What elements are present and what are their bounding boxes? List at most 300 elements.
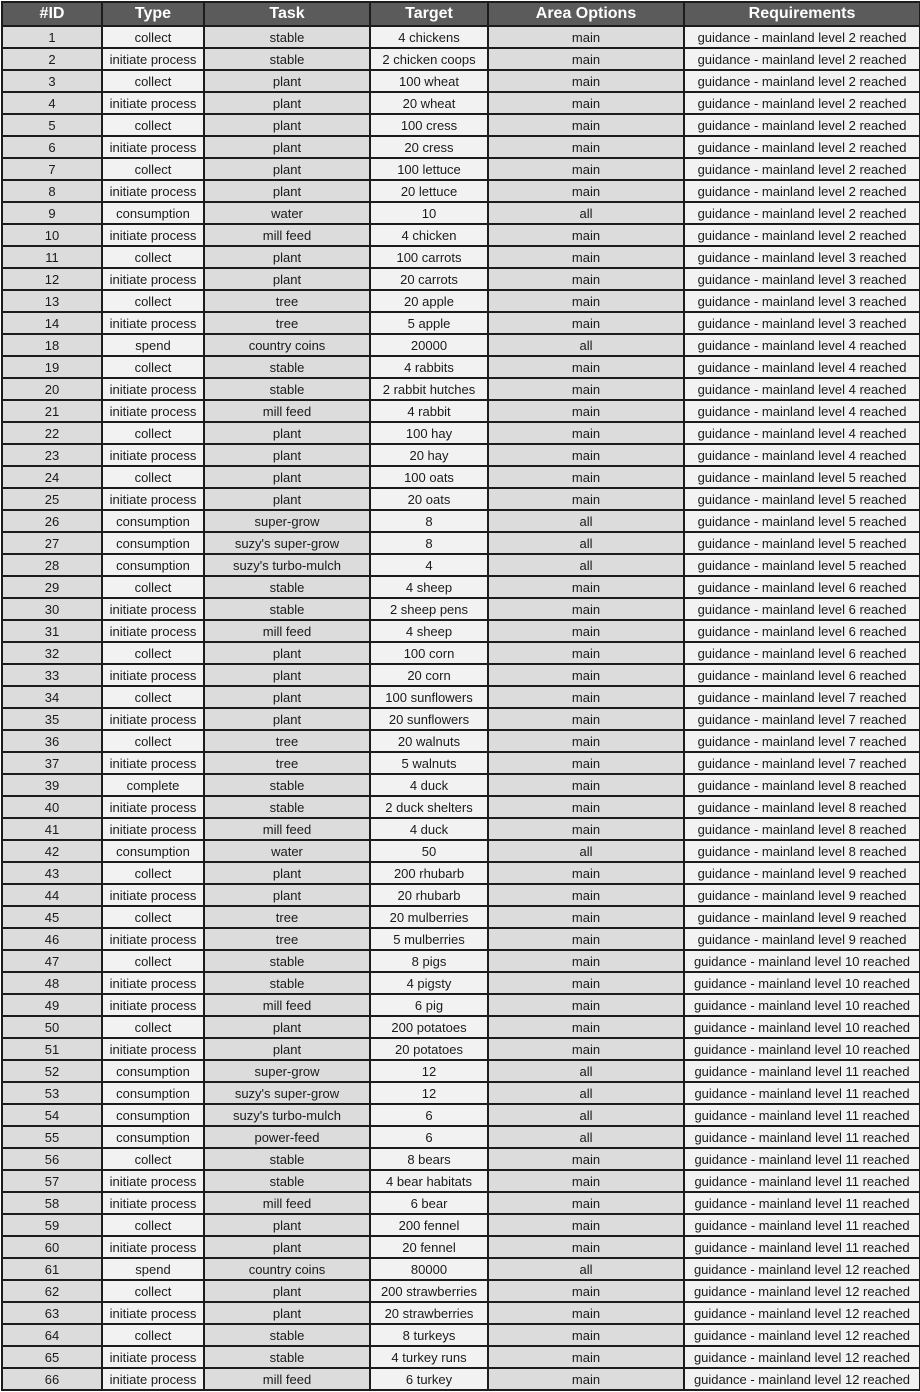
cell-task: plant <box>204 884 370 906</box>
cell-requirements: guidance - mainland level 4 reached <box>684 356 920 378</box>
cell-requirements: guidance - mainland level 11 reached <box>684 1192 920 1214</box>
cell-type: initiate process <box>102 972 204 994</box>
cell-area-options: all <box>488 334 684 356</box>
cell-target: 4 rabbits <box>370 356 488 378</box>
cell-id: 4 <box>2 92 102 114</box>
cell-type: collect <box>102 466 204 488</box>
cell-target: 5 mulberries <box>370 928 488 950</box>
cell-requirements: guidance - mainland level 12 reached <box>684 1258 920 1280</box>
cell-area-options: main <box>488 598 684 620</box>
cell-target: 20 corn <box>370 664 488 686</box>
cell-id: 54 <box>2 1104 102 1126</box>
cell-requirements: guidance - mainland level 10 reached <box>684 950 920 972</box>
table-row <box>2 1104 920 1126</box>
cell-requirements: guidance - mainland level 2 reached <box>684 202 920 224</box>
cell-target: 4 duck <box>370 774 488 796</box>
table-row <box>2 400 920 422</box>
cell-area-options: main <box>488 620 684 642</box>
cell-requirements: guidance - mainland level 11 reached <box>684 1148 920 1170</box>
cell-area-options: main <box>488 1016 684 1038</box>
cell-task: stable <box>204 972 370 994</box>
cell-type: collect <box>102 114 204 136</box>
cell-area-options: all <box>488 510 684 532</box>
cell-area-options: all <box>488 840 684 862</box>
table-row <box>2 620 920 642</box>
cell-requirements: guidance - mainland level 11 reached <box>684 1060 920 1082</box>
cell-requirements: guidance - mainland level 9 reached <box>684 862 920 884</box>
cell-id: 5 <box>2 114 102 136</box>
cell-requirements: guidance - mainland level 7 reached <box>684 708 920 730</box>
cell-area-options: main <box>488 422 684 444</box>
cell-requirements: guidance - mainland level 5 reached <box>684 488 920 510</box>
cell-requirements: guidance - mainland level 2 reached <box>684 70 920 92</box>
table-row <box>2 1280 920 1302</box>
cell-id: 23 <box>2 444 102 466</box>
cell-id: 27 <box>2 532 102 554</box>
table-row <box>2 840 920 862</box>
cell-id: 65 <box>2 1346 102 1368</box>
cell-type: consumption <box>102 1060 204 1082</box>
table-row <box>2 246 920 268</box>
cell-type: initiate process <box>102 312 204 334</box>
table-row <box>2 686 920 708</box>
table-row <box>2 378 920 400</box>
cell-target: 6 <box>370 1126 488 1148</box>
cell-id: 52 <box>2 1060 102 1082</box>
cell-requirements: guidance - mainland level 10 reached <box>684 1038 920 1060</box>
cell-requirements: guidance - mainland level 11 reached <box>684 1236 920 1258</box>
cell-target: 100 wheat <box>370 70 488 92</box>
cell-target: 20 wheat <box>370 92 488 114</box>
table-row <box>2 1038 920 1060</box>
cell-area-options: main <box>488 312 684 334</box>
cell-type: collect <box>102 1016 204 1038</box>
table-row <box>2 1082 920 1104</box>
cell-type: initiate process <box>102 1192 204 1214</box>
cell-task: mill feed <box>204 1368 370 1390</box>
cell-type: collect <box>102 70 204 92</box>
table-row <box>2 1170 920 1192</box>
cell-requirements: guidance - mainland level 2 reached <box>684 92 920 114</box>
cell-type: collect <box>102 1214 204 1236</box>
cell-type: complete <box>102 774 204 796</box>
cell-id: 62 <box>2 1280 102 1302</box>
cell-area-options: main <box>488 1346 684 1368</box>
cell-task: power-feed <box>204 1126 370 1148</box>
table-row <box>2 312 920 334</box>
cell-area-options: main <box>488 378 684 400</box>
cell-id: 57 <box>2 1170 102 1192</box>
cell-target: 12 <box>370 1060 488 1082</box>
cell-id: 10 <box>2 224 102 246</box>
cell-task: plant <box>204 1280 370 1302</box>
cell-id: 44 <box>2 884 102 906</box>
cell-type: initiate process <box>102 1236 204 1258</box>
cell-area-options: main <box>488 488 684 510</box>
cell-requirements: guidance - mainland level 4 reached <box>684 378 920 400</box>
cell-task: plant <box>204 180 370 202</box>
cell-task: suzy's super-grow <box>204 1082 370 1104</box>
cell-requirements: guidance - mainland level 4 reached <box>684 334 920 356</box>
table-row <box>2 510 920 532</box>
cell-task: plant <box>204 1016 370 1038</box>
table-row <box>2 576 920 598</box>
cell-area-options: main <box>488 1324 684 1346</box>
cell-task: plant <box>204 1214 370 1236</box>
cell-area-options: main <box>488 26 684 48</box>
cell-target: 4 turkey runs <box>370 1346 488 1368</box>
cell-task: country coins <box>204 1258 370 1280</box>
cell-target: 12 <box>370 1082 488 1104</box>
cell-area-options: main <box>488 664 684 686</box>
cell-requirements: guidance - mainland level 7 reached <box>684 686 920 708</box>
table-row <box>2 26 920 48</box>
cell-area-options: main <box>488 1170 684 1192</box>
cell-id: 32 <box>2 642 102 664</box>
cell-area-options: main <box>488 92 684 114</box>
cell-task: plant <box>204 686 370 708</box>
cell-target: 4 chicken <box>370 224 488 246</box>
cell-type: initiate process <box>102 884 204 906</box>
cell-type: initiate process <box>102 92 204 114</box>
cell-requirements: guidance - mainland level 2 reached <box>684 158 920 180</box>
cell-type: collect <box>102 356 204 378</box>
cell-area-options: main <box>488 928 684 950</box>
cell-task: tree <box>204 730 370 752</box>
cell-area-options: main <box>488 356 684 378</box>
cell-area-options: main <box>488 818 684 840</box>
cell-id: 18 <box>2 334 102 356</box>
table-row <box>2 862 920 884</box>
cell-type: consumption <box>102 510 204 532</box>
cell-id: 49 <box>2 994 102 1016</box>
cell-area-options: main <box>488 180 684 202</box>
cell-target: 200 strawberries <box>370 1280 488 1302</box>
cell-area-options: main <box>488 158 684 180</box>
cell-area-options: main <box>488 224 684 246</box>
header-area-options: Area Options <box>488 2 684 26</box>
cell-task: water <box>204 202 370 224</box>
cell-requirements: guidance - mainland level 11 reached <box>684 1082 920 1104</box>
cell-area-options: main <box>488 444 684 466</box>
cell-task: stable <box>204 796 370 818</box>
cell-type: initiate process <box>102 620 204 642</box>
cell-task: tree <box>204 928 370 950</box>
cell-task: stable <box>204 1170 370 1192</box>
table-row <box>2 1324 920 1346</box>
cell-id: 40 <box>2 796 102 818</box>
table-row <box>2 730 920 752</box>
cell-target: 100 carrots <box>370 246 488 268</box>
cell-task: plant <box>204 1236 370 1258</box>
cell-id: 34 <box>2 686 102 708</box>
cell-type: collect <box>102 906 204 928</box>
cell-target: 6 pig <box>370 994 488 1016</box>
cell-requirements: guidance - mainland level 3 reached <box>684 290 920 312</box>
table-row <box>2 356 920 378</box>
cell-target: 100 lettuce <box>370 158 488 180</box>
table-row <box>2 268 920 290</box>
cell-area-options: main <box>488 884 684 906</box>
cell-id: 60 <box>2 1236 102 1258</box>
cell-requirements: guidance - mainland level 3 reached <box>684 268 920 290</box>
cell-area-options: main <box>488 136 684 158</box>
cell-id: 6 <box>2 136 102 158</box>
cell-type: initiate process <box>102 180 204 202</box>
cell-task: tree <box>204 290 370 312</box>
cell-type: initiate process <box>102 1170 204 1192</box>
cell-type: collect <box>102 642 204 664</box>
cell-target: 20 sunflowers <box>370 708 488 730</box>
cell-type: initiate process <box>102 1368 204 1390</box>
cell-type: initiate process <box>102 268 204 290</box>
cell-requirements: guidance - mainland level 10 reached <box>684 972 920 994</box>
table-row <box>2 884 920 906</box>
cell-target: 100 oats <box>370 466 488 488</box>
cell-id: 3 <box>2 70 102 92</box>
cell-id: 39 <box>2 774 102 796</box>
cell-task: mill feed <box>204 224 370 246</box>
cell-id: 11 <box>2 246 102 268</box>
cell-type: initiate process <box>102 664 204 686</box>
table-row <box>2 290 920 312</box>
cell-type: initiate process <box>102 1302 204 1324</box>
cell-target: 4 chickens <box>370 26 488 48</box>
cell-id: 2 <box>2 48 102 70</box>
cell-type: initiate process <box>102 444 204 466</box>
cell-task: suzy's turbo-mulch <box>204 554 370 576</box>
table-row <box>2 906 920 928</box>
cell-area-options: main <box>488 994 684 1016</box>
cell-target: 100 hay <box>370 422 488 444</box>
header-type: Type <box>102 2 204 26</box>
cell-target: 6 <box>370 1104 488 1126</box>
cell-id: 14 <box>2 312 102 334</box>
cell-area-options: main <box>488 774 684 796</box>
table-row <box>2 928 920 950</box>
cell-requirements: guidance - mainland level 2 reached <box>684 136 920 158</box>
cell-task: plant <box>204 136 370 158</box>
cell-type: initiate process <box>102 1038 204 1060</box>
cell-target: 20 fennel <box>370 1236 488 1258</box>
cell-target: 6 bear <box>370 1192 488 1214</box>
cell-id: 64 <box>2 1324 102 1346</box>
cell-requirements: guidance - mainland level 2 reached <box>684 114 920 136</box>
cell-id: 7 <box>2 158 102 180</box>
cell-area-options: main <box>488 972 684 994</box>
cell-type: initiate process <box>102 224 204 246</box>
table-row <box>2 1302 920 1324</box>
table-row <box>2 1192 920 1214</box>
cell-type: collect <box>102 950 204 972</box>
cell-requirements: guidance - mainland level 7 reached <box>684 752 920 774</box>
cell-type: collect <box>102 862 204 884</box>
cell-id: 8 <box>2 180 102 202</box>
cell-type: initiate process <box>102 378 204 400</box>
cell-task: plant <box>204 642 370 664</box>
table-row <box>2 1016 920 1038</box>
cell-type: consumption <box>102 1126 204 1148</box>
cell-target: 20 oats <box>370 488 488 510</box>
cell-id: 42 <box>2 840 102 862</box>
cell-type: consumption <box>102 202 204 224</box>
cell-target: 20 cress <box>370 136 488 158</box>
cell-id: 28 <box>2 554 102 576</box>
cell-requirements: guidance - mainland level 10 reached <box>684 1016 920 1038</box>
table-row <box>2 554 920 576</box>
cell-type: initiate process <box>102 818 204 840</box>
cell-type: initiate process <box>102 994 204 1016</box>
cell-task: plant <box>204 70 370 92</box>
cell-type: collect <box>102 158 204 180</box>
cell-id: 48 <box>2 972 102 994</box>
cell-area-options: main <box>488 576 684 598</box>
cell-requirements: guidance - mainland level 5 reached <box>684 466 920 488</box>
cell-type: initiate process <box>102 136 204 158</box>
cell-task: suzy's turbo-mulch <box>204 1104 370 1126</box>
cell-requirements: guidance - mainland level 6 reached <box>684 598 920 620</box>
cell-task: plant <box>204 664 370 686</box>
cell-task: mill feed <box>204 818 370 840</box>
cell-id: 29 <box>2 576 102 598</box>
cell-area-options: all <box>488 1126 684 1148</box>
cell-target: 4 sheep <box>370 620 488 642</box>
cell-requirements: guidance - mainland level 9 reached <box>684 906 920 928</box>
cell-requirements: guidance - mainland level 11 reached <box>684 1170 920 1192</box>
cell-requirements: guidance - mainland level 4 reached <box>684 444 920 466</box>
cell-requirements: guidance - mainland level 12 reached <box>684 1346 920 1368</box>
table-row <box>2 1346 920 1368</box>
cell-area-options: main <box>488 290 684 312</box>
cell-target: 8 turkeys <box>370 1324 488 1346</box>
cell-target: 20 hay <box>370 444 488 466</box>
cell-requirements: guidance - mainland level 8 reached <box>684 796 920 818</box>
cell-id: 55 <box>2 1126 102 1148</box>
cell-id: 58 <box>2 1192 102 1214</box>
cell-id: 1 <box>2 26 102 48</box>
cell-requirements: guidance - mainland level 5 reached <box>684 532 920 554</box>
cell-target: 200 rhubarb <box>370 862 488 884</box>
cell-id: 63 <box>2 1302 102 1324</box>
cell-type: collect <box>102 686 204 708</box>
cell-id: 56 <box>2 1148 102 1170</box>
cell-type: initiate process <box>102 48 204 70</box>
cell-target: 5 apple <box>370 312 488 334</box>
table-row <box>2 1214 920 1236</box>
cell-task: plant <box>204 268 370 290</box>
cell-type: consumption <box>102 1104 204 1126</box>
cell-requirements: guidance - mainland level 12 reached <box>684 1302 920 1324</box>
cell-type: initiate process <box>102 796 204 818</box>
table-row <box>2 224 920 246</box>
cell-area-options: all <box>488 202 684 224</box>
cell-area-options: main <box>488 686 684 708</box>
cell-task: stable <box>204 1346 370 1368</box>
cell-requirements: guidance - mainland level 9 reached <box>684 884 920 906</box>
table-row <box>2 818 920 840</box>
table-row <box>2 1236 920 1258</box>
table-body <box>2 26 920 1390</box>
cell-area-options: main <box>488 1214 684 1236</box>
cell-requirements: guidance - mainland level 2 reached <box>684 48 920 70</box>
table-row <box>2 136 920 158</box>
cell-type: initiate process <box>102 928 204 950</box>
table-row <box>2 202 920 224</box>
cell-target: 10 <box>370 202 488 224</box>
cell-type: collect <box>102 1324 204 1346</box>
header-requirements: Requirements <box>684 2 920 26</box>
cell-task: plant <box>204 862 370 884</box>
cell-target: 4 pigsty <box>370 972 488 994</box>
cell-task: stable <box>204 1148 370 1170</box>
table-row <box>2 48 920 70</box>
table-row <box>2 114 920 136</box>
table-row <box>2 158 920 180</box>
table-row <box>2 598 920 620</box>
cell-id: 30 <box>2 598 102 620</box>
cell-task: plant <box>204 708 370 730</box>
cell-requirements: guidance - mainland level 11 reached <box>684 1126 920 1148</box>
cell-task: stable <box>204 378 370 400</box>
cell-id: 19 <box>2 356 102 378</box>
cell-requirements: guidance - mainland level 11 reached <box>684 1104 920 1126</box>
cell-task: plant <box>204 1038 370 1060</box>
cell-requirements: guidance - mainland level 8 reached <box>684 840 920 862</box>
cell-type: collect <box>102 290 204 312</box>
cell-area-options: all <box>488 1060 684 1082</box>
cell-type: collect <box>102 730 204 752</box>
cell-id: 36 <box>2 730 102 752</box>
cell-requirements: guidance - mainland level 12 reached <box>684 1368 920 1390</box>
cell-id: 13 <box>2 290 102 312</box>
cell-type: consumption <box>102 1082 204 1104</box>
cell-type: consumption <box>102 554 204 576</box>
table-row <box>2 796 920 818</box>
table-row <box>2 1060 920 1082</box>
cell-requirements: guidance - mainland level 12 reached <box>684 1324 920 1346</box>
cell-type: spend <box>102 1258 204 1280</box>
table-row <box>2 642 920 664</box>
cell-target: 8 bears <box>370 1148 488 1170</box>
cell-area-options: main <box>488 862 684 884</box>
cell-requirements: guidance - mainland level 9 reached <box>684 928 920 950</box>
cell-area-options: main <box>488 752 684 774</box>
cell-target: 100 corn <box>370 642 488 664</box>
cell-requirements: guidance - mainland level 8 reached <box>684 774 920 796</box>
cell-target: 6 turkey <box>370 1368 488 1390</box>
cell-id: 26 <box>2 510 102 532</box>
cell-target: 4 rabbit <box>370 400 488 422</box>
cell-task: mill feed <box>204 400 370 422</box>
cell-id: 35 <box>2 708 102 730</box>
cell-type: collect <box>102 576 204 598</box>
cell-area-options: main <box>488 1280 684 1302</box>
cell-requirements: guidance - mainland level 5 reached <box>684 554 920 576</box>
cell-requirements: guidance - mainland level 3 reached <box>684 312 920 334</box>
cell-task: stable <box>204 950 370 972</box>
cell-target: 20 walnuts <box>370 730 488 752</box>
cell-area-options: main <box>488 400 684 422</box>
cell-area-options: main <box>488 246 684 268</box>
cell-task: plant <box>204 1302 370 1324</box>
table-row <box>2 1148 920 1170</box>
cell-target: 20 potatoes <box>370 1038 488 1060</box>
cell-area-options: all <box>488 1104 684 1126</box>
header-task: Task <box>204 2 370 26</box>
cell-area-options: main <box>488 114 684 136</box>
cell-requirements: guidance - mainland level 6 reached <box>684 642 920 664</box>
cell-area-options: main <box>488 950 684 972</box>
